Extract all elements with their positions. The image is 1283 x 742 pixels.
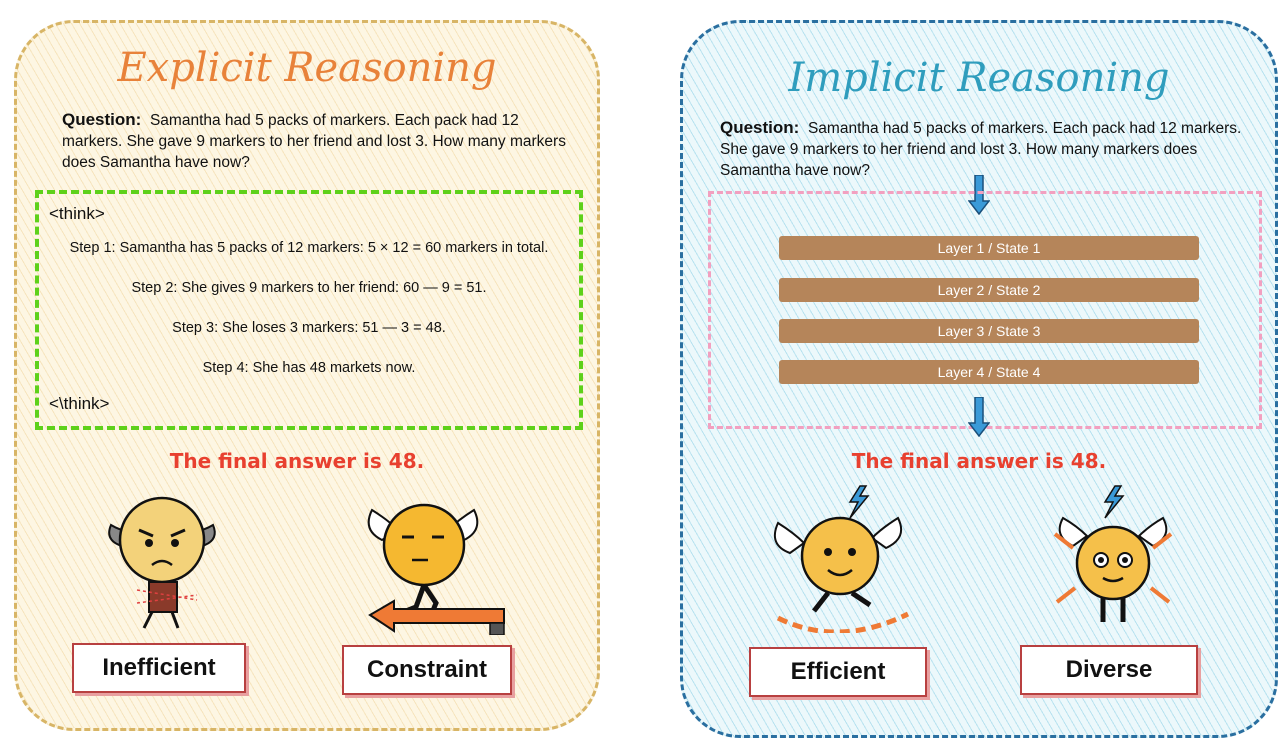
layer-bar-4: Layer 4 / State 4 [779,360,1199,384]
layer-bar-1: Layer 1 / State 1 [779,236,1199,260]
layer-bar-3: Layer 3 / State 3 [779,319,1199,343]
implicit-reasoning-panel [680,20,1278,738]
explicit-title: Explicit Reasoning [117,45,497,91]
constraint-character-icon [352,485,517,635]
layer-bar-2: Layer 2 / State 2 [779,278,1199,302]
implicit-question [720,117,1250,181]
inefficient-character-icon [97,485,227,635]
question-label: Question: [720,118,800,137]
think-open-tag: <think> [49,204,105,223]
diverse-label: Diverse [1020,645,1198,695]
step-3: Step 3: She loses 3 markers: 51 — 3 = 48. [172,320,446,336]
question-label: Question: [62,110,142,129]
question-text: Samantha had 5 packs of markers. Each pack had 12 markers. She gave 9 markers to her friend and lost 3. How many markers does Samantha have now? [62,112,566,171]
diverse-character-icon [1043,478,1183,638]
efficient-character-icon [768,478,918,633]
explicit-question [62,109,582,173]
think-close-tag: <\think> [49,394,110,413]
hidden-layers-box [708,191,1262,429]
step-2: Step 2: She gives 9 markers to her friend: 60 — 9 = 51. [131,280,487,296]
step-4: Step 4: She has 48 markets now. [202,360,416,376]
implicit-title: Implicit Reasoning [788,55,1170,101]
step-1: Step 1: Samantha has 5 packs of 12 markers: 5 × 12 = 60 markers in total. [69,240,549,256]
think-box [35,190,583,430]
down-arrow-icon [968,397,990,437]
constraint-label: Constraint [342,645,512,695]
explicit-final-answer: The final answer is 48. [169,449,425,473]
efficient-label: Efficient [749,647,927,697]
implicit-final-answer: The final answer is 48. [851,449,1107,473]
explicit-reasoning-panel [14,20,600,731]
inefficient-label: Inefficient [72,643,246,693]
question-text: Samantha had 5 packs of markers. Each pack had 12 markers. She gave 9 markers to her friend and lost 3. How many markers does Samantha have now? [720,120,1242,179]
